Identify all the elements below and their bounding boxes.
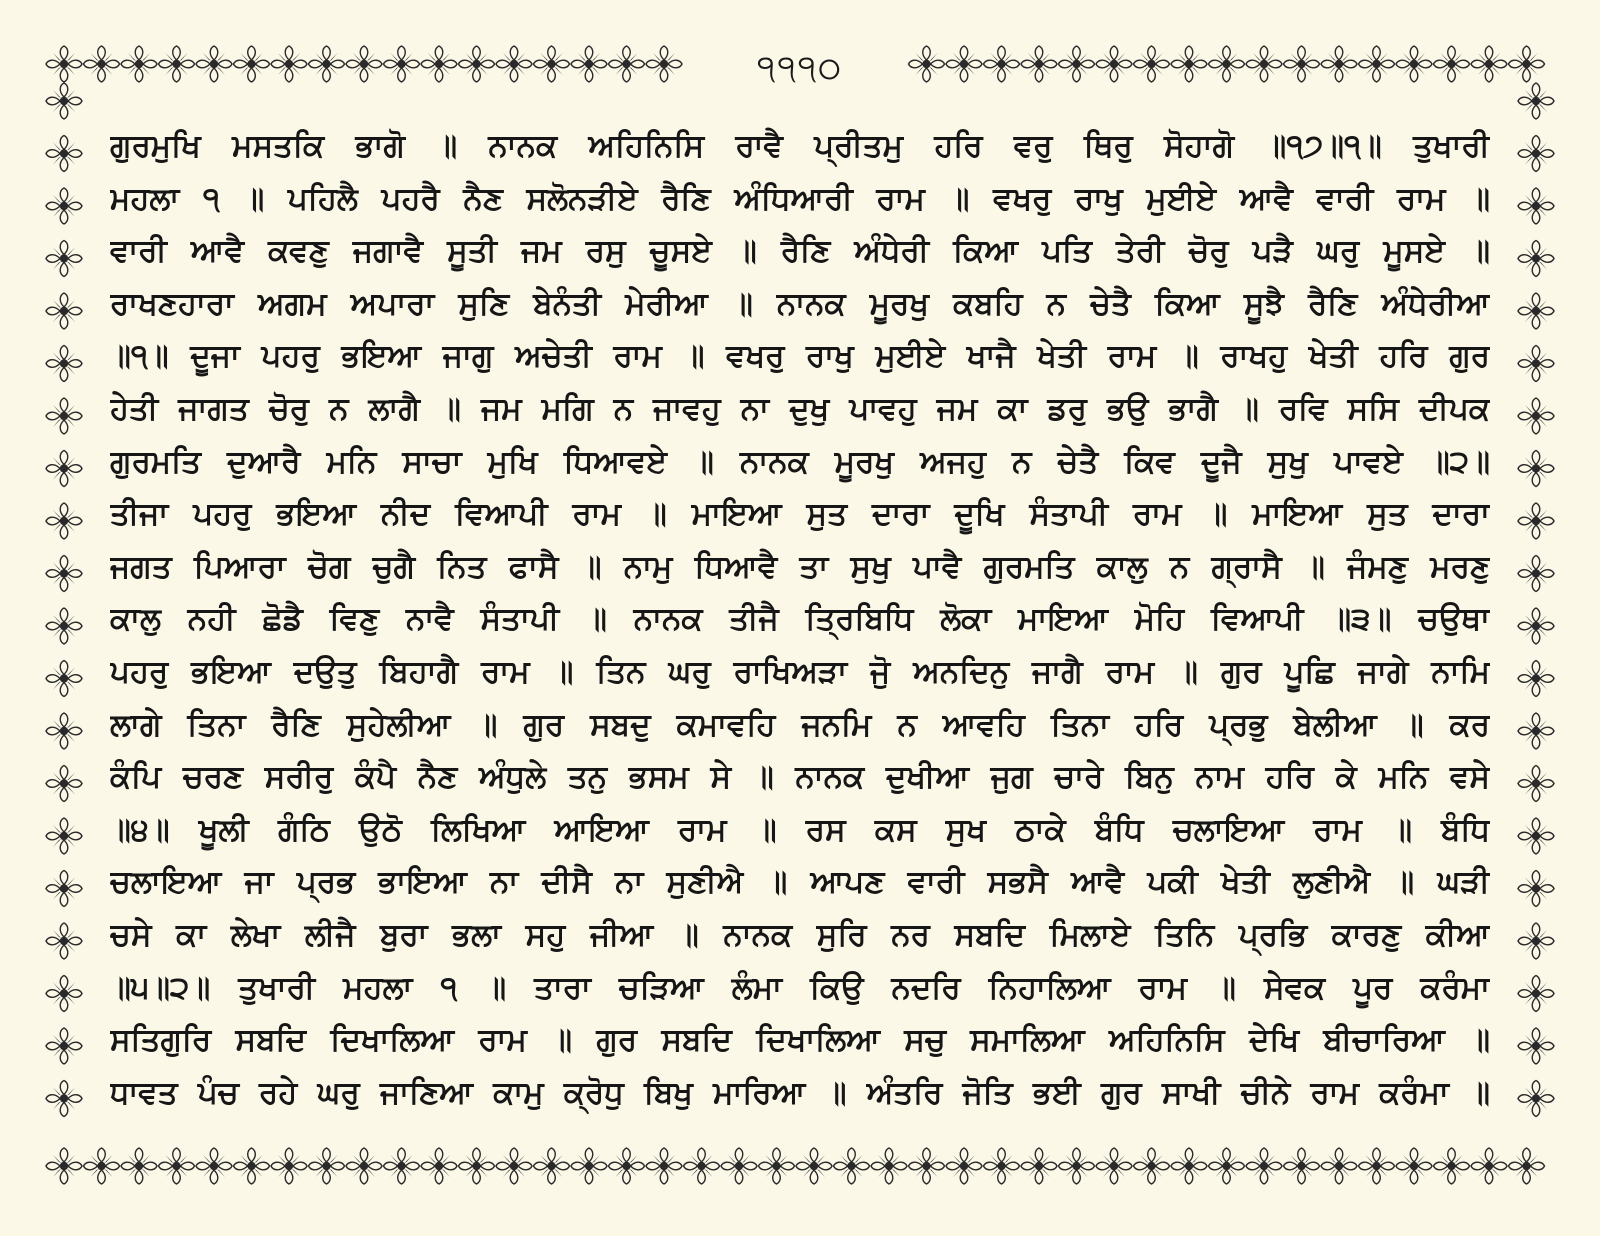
flower-ornament-icon <box>721 1148 757 1184</box>
flower-ornament-icon <box>46 1081 82 1117</box>
flower-ornament-icon <box>1518 136 1554 172</box>
flower-ornament-icon <box>421 1148 457 1184</box>
text-line: ਸਤਿਗੁਰਿ ਸਬਦਿ ਦਿਖਾਲਿਆ ਰਾਮ ॥ ਗੁਰ ਸਬਦਿ ਦਿਖਾਲਿਆ ਸਚੁ ਸਮਾਲਿਆ ਅਹਿਨਿਸਿ ਦੇਖਿ ਬੀਚਾਰਿਆ ॥ <box>110 1022 1490 1059</box>
text-line: ਲਾਗੇ ਤਿਨਾ ਰੈਣਿ ਸੁਹੇਲੀਆ ॥ ਗੁਰ ਸਬਦੁ ਕਮਾਵਹਿ ਜਨਮਿ ਨ ਆਵਹਿ ਤਿਨਾ ਹਰਿ ਪ੍ਰਭੁ ਬੇਲੀਆ ॥ ਕਰ <box>110 706 1490 743</box>
flower-ornament-icon <box>84 1148 120 1184</box>
text-line: ਗੁਰਮਤਿ ਦੁਆਰੈ ਮਨਿ ਸਾਚਾ ਮੁਖਿ ਧਿਆਵਏ ॥ ਨਾਨਕ ਮੂਰਖੁ ਅਜਹੁ ਨ ਚੇਤੈ ਕਿਵ ਦੂਜੈ ਸੁਖੁ ਪਾਵਏ ॥੨॥ <box>110 443 1490 480</box>
flower-ornament-icon <box>1471 1148 1507 1184</box>
flower-ornament-icon <box>1518 608 1554 644</box>
flower-ornament-icon <box>271 1148 307 1184</box>
flower-ornament-icon <box>909 46 945 82</box>
flower-ornament-icon <box>1518 661 1554 697</box>
flower-ornament-icon <box>609 46 645 82</box>
flower-ornament-icon <box>1509 46 1545 82</box>
flower-ornament-icon <box>309 1148 345 1184</box>
flower-ornament-icon <box>984 46 1020 82</box>
flower-ornament-icon <box>646 1148 682 1184</box>
flower-ornament-icon <box>1518 241 1554 277</box>
flower-ornament-icon <box>1518 976 1554 1012</box>
flower-ornament-icon <box>196 1148 232 1184</box>
flower-ornament-icon <box>1059 46 1095 82</box>
flower-ornament-icon <box>1518 556 1554 592</box>
flower-ornament-icon <box>1171 1148 1207 1184</box>
flower-ornament-icon <box>1134 46 1170 82</box>
flower-ornament-icon <box>871 1148 907 1184</box>
flower-ornament-icon <box>1321 1148 1357 1184</box>
flower-ornament-icon <box>1471 46 1507 82</box>
flower-ornament-icon <box>1518 871 1554 907</box>
flower-ornament-icon <box>346 1148 382 1184</box>
text-line: ॥੧॥ ਦੂਜਾ ਪਹਰੁ ਭਇਆ ਜਾਗੁ ਅਚੇਤੀ ਰਾਮ ॥ ਵਖਰੁ ਰਾਖੁ ਮੁਈਏ ਖਾਜੈ ਖੇਤੀ ਰਾਮ ॥ ਰਾਖਹੁ ਖੇਤੀ ਹਰਿ ਗੁਰ <box>110 338 1490 375</box>
text-line: ਤੀਜਾ ਪਹਰੁ ਭਇਆ ਨੀਦ ਵਿਆਪੀ ਰਾਮ ॥ ਮਾਇਆ ਸੁਤ ਦਾਰਾ ਦੂਖਿ ਸੰਤਾਪੀ ਰਾਮ ॥ ਮਾਇਆ ਸੁਤ ਦਾਰਾ <box>110 496 1490 533</box>
flower-ornament-icon <box>46 608 82 644</box>
flower-ornament-icon <box>46 766 82 802</box>
text-line: ਮਹਲਾ ੧ ॥ ਪਹਿਲੈ ਪਹਰੈ ਨੈਣ ਸਲੋਨੜੀਏ ਰੈਣਿ ਅੰਧਿਆਰੀ ਰਾਮ ॥ ਵਖਰੁ ਰਾਖੁ ਮੁਈਏ ਆਵੈ ਵਾਰੀ ਰਾਮ ॥ <box>110 180 1490 217</box>
flower-ornament-icon <box>1518 188 1554 224</box>
flower-ornament-icon <box>1321 46 1357 82</box>
flower-ornament-icon <box>46 976 82 1012</box>
flower-ornament-icon <box>1518 83 1554 119</box>
flower-ornament-icon <box>1518 503 1554 539</box>
text-line: ॥੫॥੨॥ ਤੁਖਾਰੀ ਮਹਲਾ ੧ ॥ ਤਾਰਾ ਚੜਿਆ ਲੰਮਾ ਕਿਉ ਨਦਰਿ ਨਿਹਾਲਿਆ ਰਾਮ ॥ ਸੇਵਕ ਪੂਰ ਕਰੰਮਾ <box>110 969 1490 1006</box>
flower-ornament-icon <box>421 46 457 82</box>
flower-ornament-icon <box>234 46 270 82</box>
text-line: ਚਸੇ ਕਾ ਲੇਖਾ ਲੀਜੈ ਬੁਰਾ ਭਲਾ ਸਹੁ ਜੀਆ ॥ ਨਾਨਕ ਸੁਰਿ ਨਰ ਸਬਦਿ ਮਿਲਾਏ ਤਿਨਿ ਪ੍ਰਭਿ ਕਾਰਣੁ ਕੀਆ <box>110 916 1490 953</box>
flower-ornament-icon <box>1021 1148 1057 1184</box>
flower-ornament-icon <box>46 661 82 697</box>
flower-ornament-icon <box>571 46 607 82</box>
flower-ornament-icon <box>1518 1028 1554 1064</box>
flower-ornament-icon <box>1059 1148 1095 1184</box>
flower-ornament-icon <box>1396 46 1432 82</box>
text-line: ॥੪॥ ਖੂਲੀ ਗੰਠਿ ਉਠੋ ਲਿਖਿਆ ਆਇਆ ਰਾਮ ॥ ਰਸ ਕਸ ਸੁਖ ਠਾਕੇ ਬੰਧਿ ਚਲਾਇਆ ਰਾਮ ॥ ਬੰਧਿ <box>110 811 1490 848</box>
flower-ornament-icon <box>1518 451 1554 487</box>
flower-ornament-icon <box>1518 293 1554 329</box>
flower-ornament-icon <box>1209 46 1245 82</box>
flower-ornament-icon <box>984 1148 1020 1184</box>
flower-ornament-icon <box>1518 1081 1554 1117</box>
flower-ornament-icon <box>1021 46 1057 82</box>
flower-ornament-icon <box>121 46 157 82</box>
text-line: ਗੁਰਮੁਖਿ ਮਸਤਕਿ ਭਾਗੋ ॥ ਨਾਨਕ ਅਹਿਨਿਸਿ ਰਾਵੈ ਪ੍ਰੀਤਮੁ ਹਰਿ ਵਰੁ ਥਿਰੁ ਸੋਹਾਗੋ ॥੧੭॥੧॥ ਤੁਖਾਰੀ <box>110 128 1490 164</box>
text-line: ਕੰਪਿ ਚਰਣ ਸਰੀਰੁ ਕੰਪੈ ਨੈਣ ਅੰਧੁਲੇ ਤਨੁ ਭਸਮ ਸੇ ॥ ਨਾਨਕ ਦੁਖੀਆ ਜੁਗ ਚਾਰੇ ਬਿਨੁ ਨਾਮ ਹਰਿ ਕੇ ਮਨਿ ਵਸੇ <box>110 759 1490 796</box>
flower-ornament-icon <box>1209 1148 1245 1184</box>
flower-ornament-icon <box>384 1148 420 1184</box>
page-number: ੧੧੧੦ <box>700 40 900 96</box>
flower-ornament-icon <box>1246 1148 1282 1184</box>
text-line: ਪਹਰੁ ਭਇਆ ਦਉਤੁ ਬਿਹਾਗੈ ਰਾਮ ॥ ਤਿਨ ਘਰੁ ਰਾਖਿਅੜਾ ਜੁੋ ਅਨਦਿਨੁ ਜਾਗੈ ਰਾਮ ॥ ਗੁਰ ਪੂਛਿ ਜਾਗੇ ਨਾਮਿ <box>110 653 1490 690</box>
flower-ornament-icon <box>46 293 82 329</box>
flower-ornament-icon <box>946 46 982 82</box>
flower-ornament-icon <box>196 46 232 82</box>
flower-ornament-icon <box>46 713 82 749</box>
flower-ornament-icon <box>46 83 82 119</box>
flower-ornament-icon <box>46 1028 82 1064</box>
flower-ornament-icon <box>459 1148 495 1184</box>
flower-ornament-icon <box>46 451 82 487</box>
flower-ornament-icon <box>309 46 345 82</box>
flower-ornament-icon <box>1509 1148 1545 1184</box>
flower-ornament-icon <box>759 1148 795 1184</box>
gurbani-text-block <box>110 120 1490 1119</box>
flower-ornament-icon <box>646 46 682 82</box>
flower-ornament-icon <box>1171 46 1207 82</box>
flower-ornament-icon <box>459 46 495 82</box>
flower-ornament-icon <box>496 1148 532 1184</box>
flower-ornament-icon <box>1246 46 1282 82</box>
flower-ornament-icon <box>1359 1148 1395 1184</box>
flower-ornament-icon <box>234 1148 270 1184</box>
flower-ornament-icon <box>159 46 195 82</box>
flower-ornament-icon <box>346 46 382 82</box>
text-line: ਰਾਖਣਹਾਰਾ ਅਗਮ ਅਪਾਰਾ ਸੁਣਿ ਬੇਨੰਤੀ ਮੇਰੀਆ ॥ ਨਾਨਕ ਮੂਰਖੁ ਕਬਹਿ ਨ ਚੇਤੈ ਕਿਆ ਸੂਝੈ ਰੈਣਿ ਅੰਧੇਰੀਆ <box>110 285 1490 322</box>
flower-ornament-icon <box>534 46 570 82</box>
flower-ornament-icon <box>684 1148 720 1184</box>
flower-ornament-icon <box>84 46 120 82</box>
flower-ornament-icon <box>1518 713 1554 749</box>
flower-ornament-icon <box>271 46 307 82</box>
flower-ornament-icon <box>1284 1148 1320 1184</box>
flower-ornament-icon <box>1434 46 1470 82</box>
text-line: ਚਲਾਇਆ ਜਾ ਪ੍ਰਭ ਭਾਇਆ ਨਾ ਦੀਸੈ ਨਾ ਸੁਣੀਐ ॥ ਆਪਣ ਵਾਰੀ ਸਭਸੈ ਆਵੈ ਪਕੀ ਖੇਤੀ ਲੁਣੀਐ ॥ ਘੜੀ <box>110 864 1490 901</box>
text-line: ਹੇਤੀ ਜਾਗਤ ਚੋਰੁ ਨ ਲਾਗੈ ॥ ਜਮ ਮਗਿ ਨ ਜਾਵਹੁ ਨਾ ਦੁਖੁ ਪਾਵਹੁ ਜਮ ਕਾ ਡਰੁ ਭਉ ਭਾਗੈ ॥ ਰਵਿ ਸਸਿ ਦੀਪਕ <box>110 390 1490 427</box>
flower-ornament-icon <box>1518 398 1554 434</box>
flower-ornament-icon <box>46 556 82 592</box>
flower-ornament-icon <box>496 46 532 82</box>
flower-ornament-icon <box>46 818 82 854</box>
flower-ornament-icon <box>946 1148 982 1184</box>
flower-ornament-icon <box>1096 1148 1132 1184</box>
flower-ornament-icon <box>159 1148 195 1184</box>
flower-ornament-icon <box>1134 1148 1170 1184</box>
flower-ornament-icon <box>609 1148 645 1184</box>
flower-ornament-icon <box>834 1148 870 1184</box>
flower-ornament-icon <box>384 46 420 82</box>
flower-ornament-icon <box>121 1148 157 1184</box>
flower-ornament-icon <box>46 871 82 907</box>
flower-ornament-icon <box>1518 346 1554 382</box>
flower-ornament-icon <box>1096 46 1132 82</box>
flower-ornament-icon <box>909 1148 945 1184</box>
text-line: ਵਾਰੀ ਆਵੈ ਕਵਣੁ ਜਗਾਵੈ ਸੂਤੀ ਜਮ ਰਸੁ ਚੂਸਏ ॥ ਰੈਣਿ ਅੰਧੇਰੀ ਕਿਆ ਪਤਿ ਤੇਰੀ ਚੋਰੁ ਪੜੈ ਘਰੁ ਮੂਸਏ ॥ <box>110 233 1490 270</box>
flower-ornament-icon <box>1359 46 1395 82</box>
flower-ornament-icon <box>534 1148 570 1184</box>
flower-ornament-icon <box>1434 1148 1470 1184</box>
flower-ornament-icon <box>46 1148 82 1184</box>
text-line: ਧਾਵਤ ਪੰਚ ਰਹੇ ਘਰੁ ਜਾਣਿਆ ਕਾਮੁ ਕ੍ਰੋਧੁ ਬਿਖੁ ਮਾਰਿਆ ॥ ਅੰਤਰਿ ਜੋਤਿ ਭਈ ਗੁਰ ਸਾਖੀ ਚੀਨੇ ਰਾਮ ਕਰੰਮਾ ॥ <box>110 1074 1490 1111</box>
text-line: ਕਾਲੁ ਨਹੀ ਛੋਡੈ ਵਿਣੁ ਨਾਵੈ ਸੰਤਾਪੀ ॥ ਨਾਨਕ ਤੀਜੈ ਤ੍ਰਿਬਿਧਿ ਲੋਕਾ ਮਾਇਆ ਮੋਹਿ ਵਿਆਪੀ ॥੩॥ ਚਉਥਾ <box>110 601 1490 638</box>
flower-ornament-icon <box>46 46 82 82</box>
flower-ornament-icon <box>46 136 82 172</box>
flower-ornament-icon <box>46 503 82 539</box>
flower-ornament-icon <box>46 241 82 277</box>
flower-ornament-icon <box>46 398 82 434</box>
text-line: ਜਗਤ ਪਿਆਰਾ ਚੋਗ ਚੁਗੈ ਨਿਤ ਫਾਸੈ ॥ ਨਾਮੁ ਧਿਆਵੈ ਤਾ ਸੁਖੁ ਪਾਵੈ ਗੁਰਮਤਿ ਕਾਲੁ ਨ ਗ੍ਰਾਸੈ ॥ ਜੰਮਣੁ ਮਰਣੁ <box>110 548 1490 585</box>
flower-ornament-icon <box>1396 1148 1432 1184</box>
flower-ornament-icon <box>1518 766 1554 802</box>
flower-ornament-icon <box>46 923 82 959</box>
flower-ornament-icon <box>571 1148 607 1184</box>
flower-ornament-icon <box>1284 46 1320 82</box>
flower-ornament-icon <box>1518 818 1554 854</box>
flower-ornament-icon <box>46 188 82 224</box>
flower-ornament-icon <box>1518 923 1554 959</box>
flower-ornament-icon <box>46 346 82 382</box>
flower-ornament-icon <box>796 1148 832 1184</box>
